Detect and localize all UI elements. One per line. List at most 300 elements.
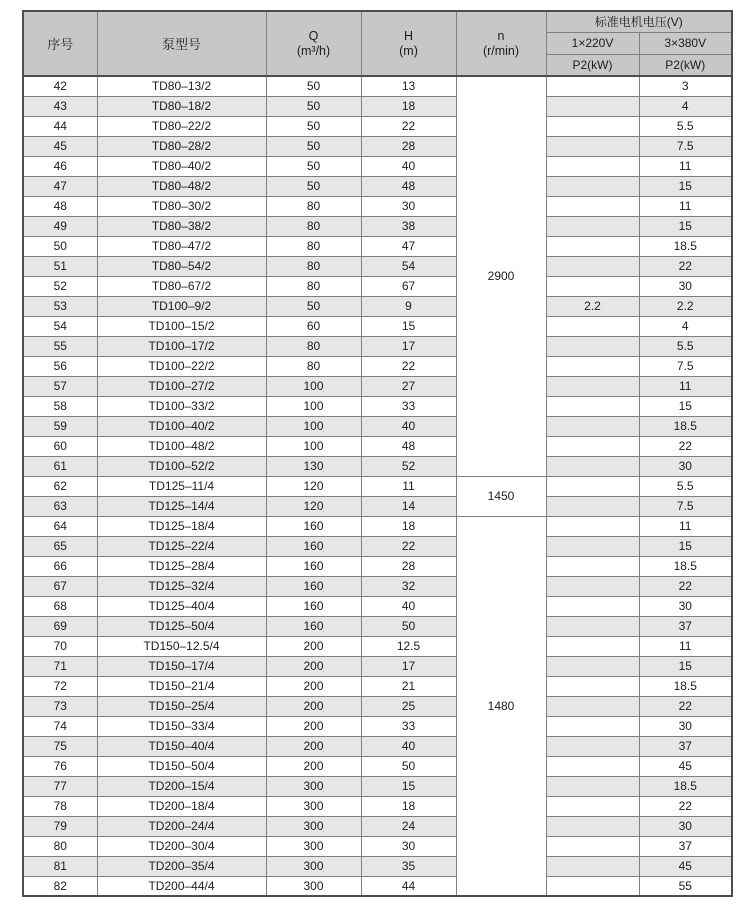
cell-head: 18 <box>361 516 456 536</box>
cell-model: TD200–18/4 <box>97 796 266 816</box>
cell-p2-380: 7.5 <box>639 136 732 156</box>
cell-p2-380: 15 <box>639 396 732 416</box>
cell-flow: 160 <box>266 616 361 636</box>
table-row <box>23 516 732 536</box>
header-voltage-380: 3×380V <box>639 32 732 54</box>
cell-p2-220 <box>546 256 639 276</box>
table-row <box>23 136 732 156</box>
cell-p2-220 <box>546 756 639 776</box>
cell-model: TD125–18/4 <box>97 516 266 536</box>
cell-model: TD80–48/2 <box>97 176 266 196</box>
cell-flow: 50 <box>266 96 361 116</box>
cell-p2-380: 18.5 <box>639 676 732 696</box>
cell-serial: 56 <box>23 356 97 376</box>
cell-serial: 70 <box>23 636 97 656</box>
cell-p2-380: 11 <box>639 156 732 176</box>
cell-head: 27 <box>361 376 456 396</box>
cell-p2-220 <box>546 416 639 436</box>
cell-flow: 80 <box>266 356 361 376</box>
cell-serial: 79 <box>23 816 97 836</box>
cell-head: 28 <box>361 556 456 576</box>
cell-head: 30 <box>361 196 456 216</box>
cell-serial: 67 <box>23 576 97 596</box>
cell-serial: 68 <box>23 596 97 616</box>
cell-flow: 130 <box>266 456 361 476</box>
cell-model: TD80–47/2 <box>97 236 266 256</box>
cell-p2-220 <box>546 776 639 796</box>
cell-model: TD150–17/4 <box>97 656 266 676</box>
cell-model: TD150–50/4 <box>97 756 266 776</box>
cell-head: 30 <box>361 836 456 856</box>
table-row <box>23 156 732 176</box>
cell-p2-220 <box>546 536 639 556</box>
header-head <box>361 11 456 76</box>
cell-p2-220 <box>546 116 639 136</box>
cell-model: TD125–11/4 <box>97 476 266 496</box>
cell-p2-380: 37 <box>639 736 732 756</box>
table-row <box>23 476 732 496</box>
cell-p2-220 <box>546 276 639 296</box>
cell-head: 40 <box>361 596 456 616</box>
cell-head: 22 <box>361 116 456 136</box>
header-flow <box>266 11 361 76</box>
cell-model: TD200–35/4 <box>97 856 266 876</box>
table-row <box>23 376 732 396</box>
cell-flow: 50 <box>266 116 361 136</box>
cell-p2-220 <box>546 576 639 596</box>
cell-serial: 46 <box>23 156 97 176</box>
cell-model: TD125–40/4 <box>97 596 266 616</box>
header-voltage-220: 1×220V <box>546 32 639 54</box>
cell-model: TD100–22/2 <box>97 356 266 376</box>
cell-flow: 300 <box>266 816 361 836</box>
cell-model: TD125–14/4 <box>97 496 266 516</box>
cell-p2-220 <box>546 596 639 616</box>
cell-head: 44 <box>361 876 456 896</box>
table-row <box>23 676 732 696</box>
cell-model: TD100–33/2 <box>97 396 266 416</box>
cell-p2-220 <box>546 516 639 536</box>
cell-p2-220 <box>546 736 639 756</box>
table-row <box>23 336 732 356</box>
cell-speed: 2900 <box>456 76 546 476</box>
cell-model: TD150–25/4 <box>97 696 266 716</box>
cell-p2-220 <box>546 616 639 636</box>
cell-p2-380: 22 <box>639 796 732 816</box>
cell-p2-380: 45 <box>639 856 732 876</box>
cell-head: 32 <box>361 576 456 596</box>
cell-model: TD80–54/2 <box>97 256 266 276</box>
cell-speed: 1450 <box>456 476 546 516</box>
cell-model: TD100–48/2 <box>97 436 266 456</box>
table-row <box>23 536 732 556</box>
cell-flow: 50 <box>266 156 361 176</box>
cell-p2-380: 30 <box>639 456 732 476</box>
cell-flow: 80 <box>266 276 361 296</box>
cell-head: 15 <box>361 316 456 336</box>
cell-p2-220 <box>546 216 639 236</box>
cell-p2-220 <box>546 316 639 336</box>
cell-head: 18 <box>361 796 456 816</box>
cell-head: 35 <box>361 856 456 876</box>
cell-model: TD150–40/4 <box>97 736 266 756</box>
table-row <box>23 756 732 776</box>
cell-head: 48 <box>361 176 456 196</box>
table-row <box>23 656 732 676</box>
cell-flow: 300 <box>266 796 361 816</box>
cell-flow: 200 <box>266 676 361 696</box>
cell-serial: 76 <box>23 756 97 776</box>
cell-model: TD200–30/4 <box>97 836 266 856</box>
cell-p2-220 <box>546 196 639 216</box>
cell-p2-380: 18.5 <box>639 556 732 576</box>
cell-p2-380: 4 <box>639 96 732 116</box>
cell-head: 50 <box>361 616 456 636</box>
cell-flow: 160 <box>266 556 361 576</box>
cell-serial: 74 <box>23 716 97 736</box>
cell-p2-380: 30 <box>639 596 732 616</box>
cell-flow: 50 <box>266 176 361 196</box>
cell-serial: 73 <box>23 696 97 716</box>
cell-p2-380: 5.5 <box>639 116 732 136</box>
cell-p2-220 <box>546 476 639 496</box>
cell-p2-380: 30 <box>639 276 732 296</box>
cell-serial: 66 <box>23 556 97 576</box>
cell-head: 28 <box>361 136 456 156</box>
cell-p2-220 <box>546 876 639 896</box>
cell-p2-220 <box>546 136 639 156</box>
cell-model: TD125–50/4 <box>97 616 266 636</box>
table-row <box>23 496 732 516</box>
cell-p2-380: 3 <box>639 76 732 96</box>
header-head-unit: (m) <box>399 43 418 58</box>
cell-flow: 100 <box>266 416 361 436</box>
cell-p2-380: 22 <box>639 696 732 716</box>
table-row <box>23 436 732 456</box>
cell-p2-380: 5.5 <box>639 476 732 496</box>
cell-serial: 60 <box>23 436 97 456</box>
cell-p2-380: 45 <box>639 756 732 776</box>
cell-head: 24 <box>361 816 456 836</box>
cell-p2-220 <box>546 356 639 376</box>
cell-p2-220 <box>546 696 639 716</box>
table-row <box>23 596 732 616</box>
cell-flow: 80 <box>266 256 361 276</box>
cell-serial: 55 <box>23 336 97 356</box>
table-row <box>23 556 732 576</box>
cell-p2-220 <box>546 336 639 356</box>
cell-serial: 80 <box>23 836 97 856</box>
cell-head: 21 <box>361 676 456 696</box>
table-row <box>23 216 732 236</box>
cell-p2-220 <box>546 96 639 116</box>
cell-flow: 100 <box>266 436 361 456</box>
table-row <box>23 316 732 336</box>
cell-p2-380: 11 <box>639 376 732 396</box>
cell-serial: 64 <box>23 516 97 536</box>
cell-head: 12.5 <box>361 636 456 656</box>
cell-flow: 100 <box>266 396 361 416</box>
cell-serial: 59 <box>23 416 97 436</box>
cell-flow: 160 <box>266 576 361 596</box>
cell-p2-220 <box>546 176 639 196</box>
table-row <box>23 256 732 276</box>
header-speed-symbol: n <box>497 28 505 43</box>
cell-p2-220 <box>546 456 639 476</box>
table-row <box>23 776 732 796</box>
table-row <box>23 96 732 116</box>
cell-serial: 44 <box>23 116 97 136</box>
cell-p2-380: 4 <box>639 316 732 336</box>
cell-model: TD80–40/2 <box>97 156 266 176</box>
table-row <box>23 736 732 756</box>
cell-model: TD200–44/4 <box>97 876 266 896</box>
cell-model: TD125–28/4 <box>97 556 266 576</box>
cell-model: TD80–30/2 <box>97 196 266 216</box>
cell-flow: 200 <box>266 716 361 736</box>
cell-p2-220 <box>546 816 639 836</box>
cell-serial: 47 <box>23 176 97 196</box>
cell-serial: 72 <box>23 676 97 696</box>
cell-flow: 50 <box>266 296 361 316</box>
cell-serial: 82 <box>23 876 97 896</box>
cell-p2-380: 11 <box>639 196 732 216</box>
cell-speed: 1480 <box>456 516 546 896</box>
cell-p2-380: 55 <box>639 876 732 896</box>
cell-serial: 49 <box>23 216 97 236</box>
cell-flow: 120 <box>266 476 361 496</box>
cell-p2-380: 37 <box>639 616 732 636</box>
cell-head: 54 <box>361 256 456 276</box>
cell-head: 52 <box>361 456 456 476</box>
cell-p2-380: 30 <box>639 716 732 736</box>
header-head-symbol: H <box>403 28 414 43</box>
cell-p2-220 <box>546 856 639 876</box>
cell-head: 14 <box>361 496 456 516</box>
cell-p2-220 <box>546 376 639 396</box>
cell-p2-220 <box>546 836 639 856</box>
cell-serial: 45 <box>23 136 97 156</box>
table-row <box>23 76 732 96</box>
cell-flow: 50 <box>266 76 361 96</box>
cell-model: TD100–52/2 <box>97 456 266 476</box>
cell-p2-220 <box>546 396 639 416</box>
cell-flow: 80 <box>266 336 361 356</box>
cell-flow: 200 <box>266 696 361 716</box>
cell-model: TD80–22/2 <box>97 116 266 136</box>
header-p2-220: P2(kW) <box>546 54 639 76</box>
cell-flow: 200 <box>266 656 361 676</box>
table-row <box>23 696 732 716</box>
cell-serial: 81 <box>23 856 97 876</box>
cell-serial: 77 <box>23 776 97 796</box>
cell-head: 33 <box>361 396 456 416</box>
pump-spec-table <box>22 10 733 897</box>
cell-p2-380: 11 <box>639 636 732 656</box>
cell-p2-220 <box>546 236 639 256</box>
cell-serial: 51 <box>23 256 97 276</box>
cell-p2-380: 5.5 <box>639 336 732 356</box>
cell-flow: 160 <box>266 536 361 556</box>
cell-p2-220 <box>546 436 639 456</box>
cell-head: 18 <box>361 96 456 116</box>
table-row <box>23 396 732 416</box>
cell-serial: 48 <box>23 196 97 216</box>
cell-p2-380: 15 <box>639 176 732 196</box>
table-row <box>23 416 732 436</box>
cell-serial: 54 <box>23 316 97 336</box>
cell-model: TD150–33/4 <box>97 716 266 736</box>
table-row <box>23 576 732 596</box>
cell-p2-380: 15 <box>639 656 732 676</box>
cell-flow: 200 <box>266 736 361 756</box>
cell-flow: 300 <box>266 836 361 856</box>
cell-head: 15 <box>361 776 456 796</box>
cell-serial: 61 <box>23 456 97 476</box>
cell-head: 9 <box>361 296 456 316</box>
table-row <box>23 856 732 876</box>
table-row <box>23 296 732 316</box>
cell-flow: 200 <box>266 636 361 656</box>
table-row <box>23 716 732 736</box>
table-row <box>23 616 732 636</box>
cell-model: TD150–21/4 <box>97 676 266 696</box>
cell-model: TD80–38/2 <box>97 216 266 236</box>
cell-flow: 100 <box>266 376 361 396</box>
cell-p2-380: 22 <box>639 256 732 276</box>
cell-p2-380: 7.5 <box>639 496 732 516</box>
cell-serial: 63 <box>23 496 97 516</box>
cell-model: TD100–9/2 <box>97 296 266 316</box>
cell-model: TD125–32/4 <box>97 576 266 596</box>
cell-p2-380: 22 <box>639 576 732 596</box>
header-speed <box>456 11 546 76</box>
cell-p2-380: 15 <box>639 536 732 556</box>
table-row <box>23 796 732 816</box>
cell-p2-220 <box>546 676 639 696</box>
cell-p2-380: 18.5 <box>639 236 732 256</box>
cell-model: TD100–15/2 <box>97 316 266 336</box>
cell-p2-220: 2.2 <box>546 296 639 316</box>
header-model: 泵型号 <box>97 11 266 76</box>
cell-serial: 62 <box>23 476 97 496</box>
cell-p2-380: 18.5 <box>639 776 732 796</box>
cell-p2-220 <box>546 556 639 576</box>
cell-head: 13 <box>361 76 456 96</box>
cell-head: 22 <box>361 356 456 376</box>
cell-flow: 80 <box>266 216 361 236</box>
cell-serial: 53 <box>23 296 97 316</box>
cell-serial: 75 <box>23 736 97 756</box>
cell-head: 17 <box>361 336 456 356</box>
cell-head: 50 <box>361 756 456 776</box>
cell-model: TD100–40/2 <box>97 416 266 436</box>
cell-flow: 50 <box>266 136 361 156</box>
cell-p2-220 <box>546 636 639 656</box>
header-flow-symbol: Q <box>308 28 319 43</box>
cell-model: TD100–27/2 <box>97 376 266 396</box>
table-row <box>23 276 732 296</box>
cell-serial: 50 <box>23 236 97 256</box>
cell-serial: 58 <box>23 396 97 416</box>
cell-model: TD80–18/2 <box>97 96 266 116</box>
cell-head: 11 <box>361 476 456 496</box>
cell-flow: 300 <box>266 856 361 876</box>
cell-flow: 60 <box>266 316 361 336</box>
cell-flow: 160 <box>266 596 361 616</box>
table-row <box>23 456 732 476</box>
cell-serial: 52 <box>23 276 97 296</box>
cell-head: 17 <box>361 656 456 676</box>
cell-p2-380: 37 <box>639 836 732 856</box>
header-serial: 序号 <box>23 11 97 76</box>
table-row <box>23 196 732 216</box>
cell-model: TD80–28/2 <box>97 136 266 156</box>
cell-model: TD100–17/2 <box>97 336 266 356</box>
cell-serial: 43 <box>23 96 97 116</box>
cell-head: 40 <box>361 416 456 436</box>
cell-flow: 160 <box>266 516 361 536</box>
cell-head: 40 <box>361 156 456 176</box>
cell-serial: 65 <box>23 536 97 556</box>
cell-flow: 120 <box>266 496 361 516</box>
cell-model: TD150–12.5/4 <box>97 636 266 656</box>
table-row <box>23 356 732 376</box>
cell-head: 33 <box>361 716 456 736</box>
cell-p2-380: 11 <box>639 516 732 536</box>
cell-model: TD125–22/4 <box>97 536 266 556</box>
cell-p2-380: 2.2 <box>639 296 732 316</box>
cell-p2-380: 18.5 <box>639 416 732 436</box>
header-flow-unit: (m³/h) <box>296 43 331 58</box>
cell-serial: 69 <box>23 616 97 636</box>
cell-head: 40 <box>361 736 456 756</box>
cell-serial: 57 <box>23 376 97 396</box>
table-row <box>23 876 732 896</box>
cell-serial: 78 <box>23 796 97 816</box>
cell-model: TD200–15/4 <box>97 776 266 796</box>
table-row <box>23 836 732 856</box>
cell-head: 25 <box>361 696 456 716</box>
cell-p2-220 <box>546 796 639 816</box>
cell-model: TD80–13/2 <box>97 76 266 96</box>
cell-serial: 42 <box>23 76 97 96</box>
cell-flow: 80 <box>266 196 361 216</box>
cell-p2-220 <box>546 156 639 176</box>
table-row <box>23 816 732 836</box>
cell-model: TD200–24/4 <box>97 816 266 836</box>
cell-p2-380: 22 <box>639 436 732 456</box>
cell-head: 67 <box>361 276 456 296</box>
cell-flow: 300 <box>266 876 361 896</box>
cell-head: 38 <box>361 216 456 236</box>
cell-p2-220 <box>546 656 639 676</box>
cell-model: TD80–67/2 <box>97 276 266 296</box>
cell-flow: 200 <box>266 756 361 776</box>
header-speed-unit: (r/min) <box>482 43 520 58</box>
cell-p2-380: 15 <box>639 216 732 236</box>
header-p2-380: P2(kW) <box>639 54 732 76</box>
cell-head: 22 <box>361 536 456 556</box>
cell-head: 47 <box>361 236 456 256</box>
cell-head: 48 <box>361 436 456 456</box>
cell-p2-220 <box>546 76 639 96</box>
cell-flow: 80 <box>266 236 361 256</box>
cell-p2-220 <box>546 496 639 516</box>
table-row <box>23 236 732 256</box>
cell-flow: 300 <box>266 776 361 796</box>
table-row <box>23 116 732 136</box>
